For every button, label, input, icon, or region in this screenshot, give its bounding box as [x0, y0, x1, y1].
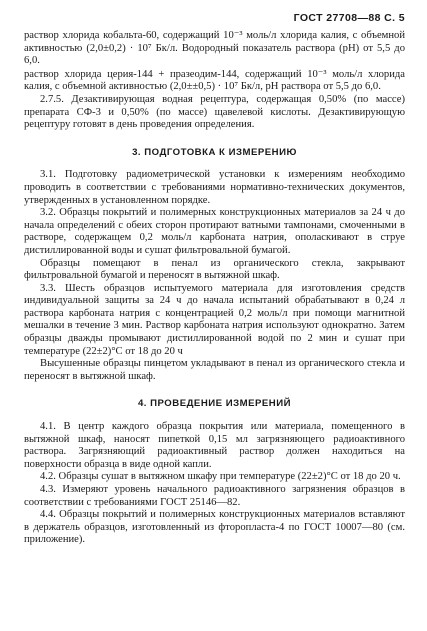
paragraph-4-2: 4.2. Образцы сушат в вытяжном шкафу при температуре (22±2)°С от 18 до 20 ч. — [40, 471, 401, 483]
document-body — [24, 30, 405, 547]
paragraph-3-2: 3.2. Образцы покрытий и полимерных конструкционных материалов за 24 ч до начала определений с обеих сторон протирают ватными тампонами, смоченными в растворе, содержащем 0,2 моль/л карбоната натрия, ополаскивают в струе дистиллированной воды и сушат фильтровальной бумагой. — [24, 207, 405, 256]
paragraph-4-3: 4.3. Измеряют уровень начального радиоактивного загрязнения образцов в соответствии с требованиями ГОСТ 25146—82. — [24, 484, 405, 508]
paragraph-3-3: 3.3. Шесть образцов испытуемого материала для изготовления средств индивидуальной защиты за 24 ч до начала испытаний обрабатывают в 0,24 л раствора карбоната натрия с концентрацией 0,2 моль/л при помощи магнитной мешалки в течение 3 мин. Раствор карбоната натрия используют однократно. Затем образцы дважды промывают дистиллированной водой по 2 мин и сушат при температуре (22±2)°С от 18 до 20 ч — [24, 282, 405, 357]
section-3-heading: 3. ПОДГОТОВКА К ИЗМЕРЕНИЮ — [132, 146, 297, 158]
section-4-heading: 4. ПРОВЕДЕНИЕ ИЗМЕРЕНИЙ — [137, 398, 292, 410]
paragraph-cobalt-solution: раствор хлорида кобальта-60, содержащий 10⁻³ моль/л хлорида калия, с объемной активностью (2,0±0,2) · 10⁷ Бк/л. Водородный показатель раствора (рН) от 5,5 до 6,0. — [24, 30, 405, 67]
paragraph-3-3-cont: Высушенные образцы пинцетом укладывают в пенал из органического стекла и переносят в вытяжной шкаф. — [24, 358, 405, 382]
paragraph-2-7-5: 2.7.5. Дезактивирующая водная рецептура, содержащая 0,50% (по массе) препарата СФ-3 и 0,50% (по массе) щавелевой кислоты. Дезактивирующую рецептуру готовят в день проведения определения. — [24, 93, 405, 131]
running-header: ГОСТ 27708—88 С. 5 — [293, 12, 405, 24]
paragraph-4-1: 4.1. В центр каждого образца покрытия или материала, помещенного в вытяжной шкаф, наносят пипеткой 0,15 мл загрязняющего радиоактивного раствора. Загрязняющий радиоактивный раствор должен находиться на поверхности образца в виде одной капли. — [24, 421, 405, 470]
paragraph-3-2-cont: Образцы помещают в пенал из органического стекла, закрывают фильтровальной бумагой и переносят в вытяжной шкаф. — [24, 257, 405, 282]
paragraph-cerium-solution: раствор хлорида церия-144 + празеодим-144, содержащий 10⁻³ моль/л хлорида калия, с объемной активностью (2,0±±0,5) · 10⁷ Бк/л, рН раствора от 5,5 до 6,0. — [24, 68, 405, 93]
paragraph-4-4: 4.4. Образцы покрытий и полимерных конструкционных материалов вставляют в держатель образцов, изготовленный из фторопласта-4 по ГОСТ 10007—80 (см. приложение). — [24, 509, 405, 546]
paragraph-3-1: 3.1. Подготовку радиометрической установки к измерениям необходимо проводить в соответствии с требованиями нормативно-технических документов, утвержденных в установленном порядке. — [24, 169, 405, 206]
